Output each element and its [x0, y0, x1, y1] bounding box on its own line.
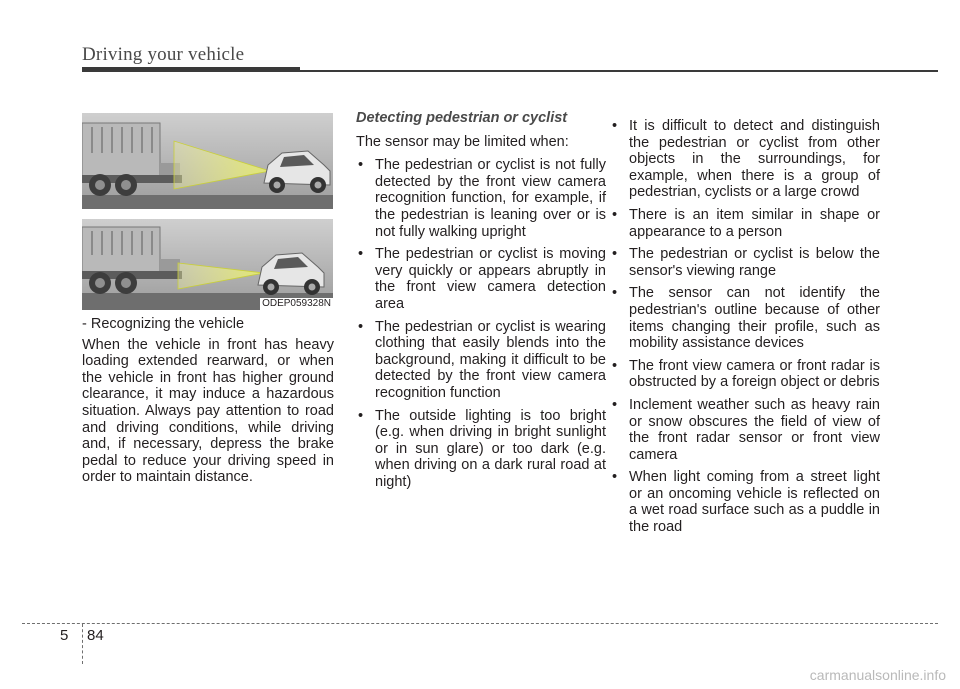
header-rule-thin	[300, 70, 938, 72]
illustration-drawing	[82, 113, 333, 310]
list-item: • The sensor can not identify the pedestrian's outline because of other items changing their profile, such as mobility assistance devices	[610, 285, 880, 351]
list-item: • Inclement weather such as heavy rain or snow obscures the field of view of the front radar sensor or front view camera	[610, 397, 880, 463]
column-2	[356, 110, 606, 496]
limitation-list-continued	[610, 118, 880, 536]
watermark: carmanualsonline.info	[809, 667, 946, 683]
list-item: • When light coming from a street light or an oncoming vehicle is reflected on a wet road surface such as a puddle in the road	[610, 469, 880, 535]
footer-divider	[82, 624, 83, 664]
section-title: Driving your vehicle	[82, 44, 245, 65]
limitation-list	[356, 157, 606, 490]
list-item: • There is an item similar in shape or appearance to a person	[610, 207, 880, 240]
figure-code: ODEP059328N	[262, 298, 331, 309]
list-item: • The pedestrian or cyclist is wearing clothing that easily blends into the background, making it difficult to be detected by the front view camera recognition function	[356, 319, 606, 402]
chapter-number: 5	[60, 627, 69, 644]
list-item: • The outside lighting is too bright (e.g. when driving in bright sunlight or in sun glare) or too dark (e.g. when driving on a dark rural road at night)	[356, 408, 606, 491]
list-item: • The pedestrian or cyclist is not fully detected by the front view camera recognition function, for example, if the pedestrian is leaning over or is not fully walking upright	[356, 157, 606, 240]
illustration-truck-and-suv	[82, 113, 333, 310]
intro-text: The sensor may be limited when:	[356, 133, 569, 150]
column-3	[610, 118, 880, 542]
list-item: • It is difficult to detect and distinguish the pedestrian or cyclist from other objects in the surroundings, for example, when there is a group of pedestrian, cyclists or a large crowd	[610, 118, 880, 201]
column-1	[82, 316, 334, 493]
header-rule-thick	[82, 67, 300, 72]
figure-caption: - Recognizing the vehicle	[82, 316, 245, 332]
subheading: Detecting pedestrian or cyclist	[356, 110, 568, 126]
footer-rule	[22, 623, 938, 624]
list-item: • The pedestrian or cyclist is moving very quickly or appears abruptly in the front view camera detection area	[356, 246, 606, 312]
list-item: • The front view camera or front radar is obstructed by a foreign object or debris	[610, 358, 880, 391]
list-item: • The pedestrian or cyclist is below the sensor's viewing range	[610, 246, 880, 279]
page-number: 84	[87, 627, 104, 644]
body-paragraph: When the vehicle in front has heavy loading extended rearward, or when the vehicle in front has higher ground clearance, it may induce a hazardous situation. Always pay attention to road and driving conditions, while driving and, if necessary, depress the brake pedal to reduce your driving speed in order to maintain distance.	[82, 336, 334, 486]
